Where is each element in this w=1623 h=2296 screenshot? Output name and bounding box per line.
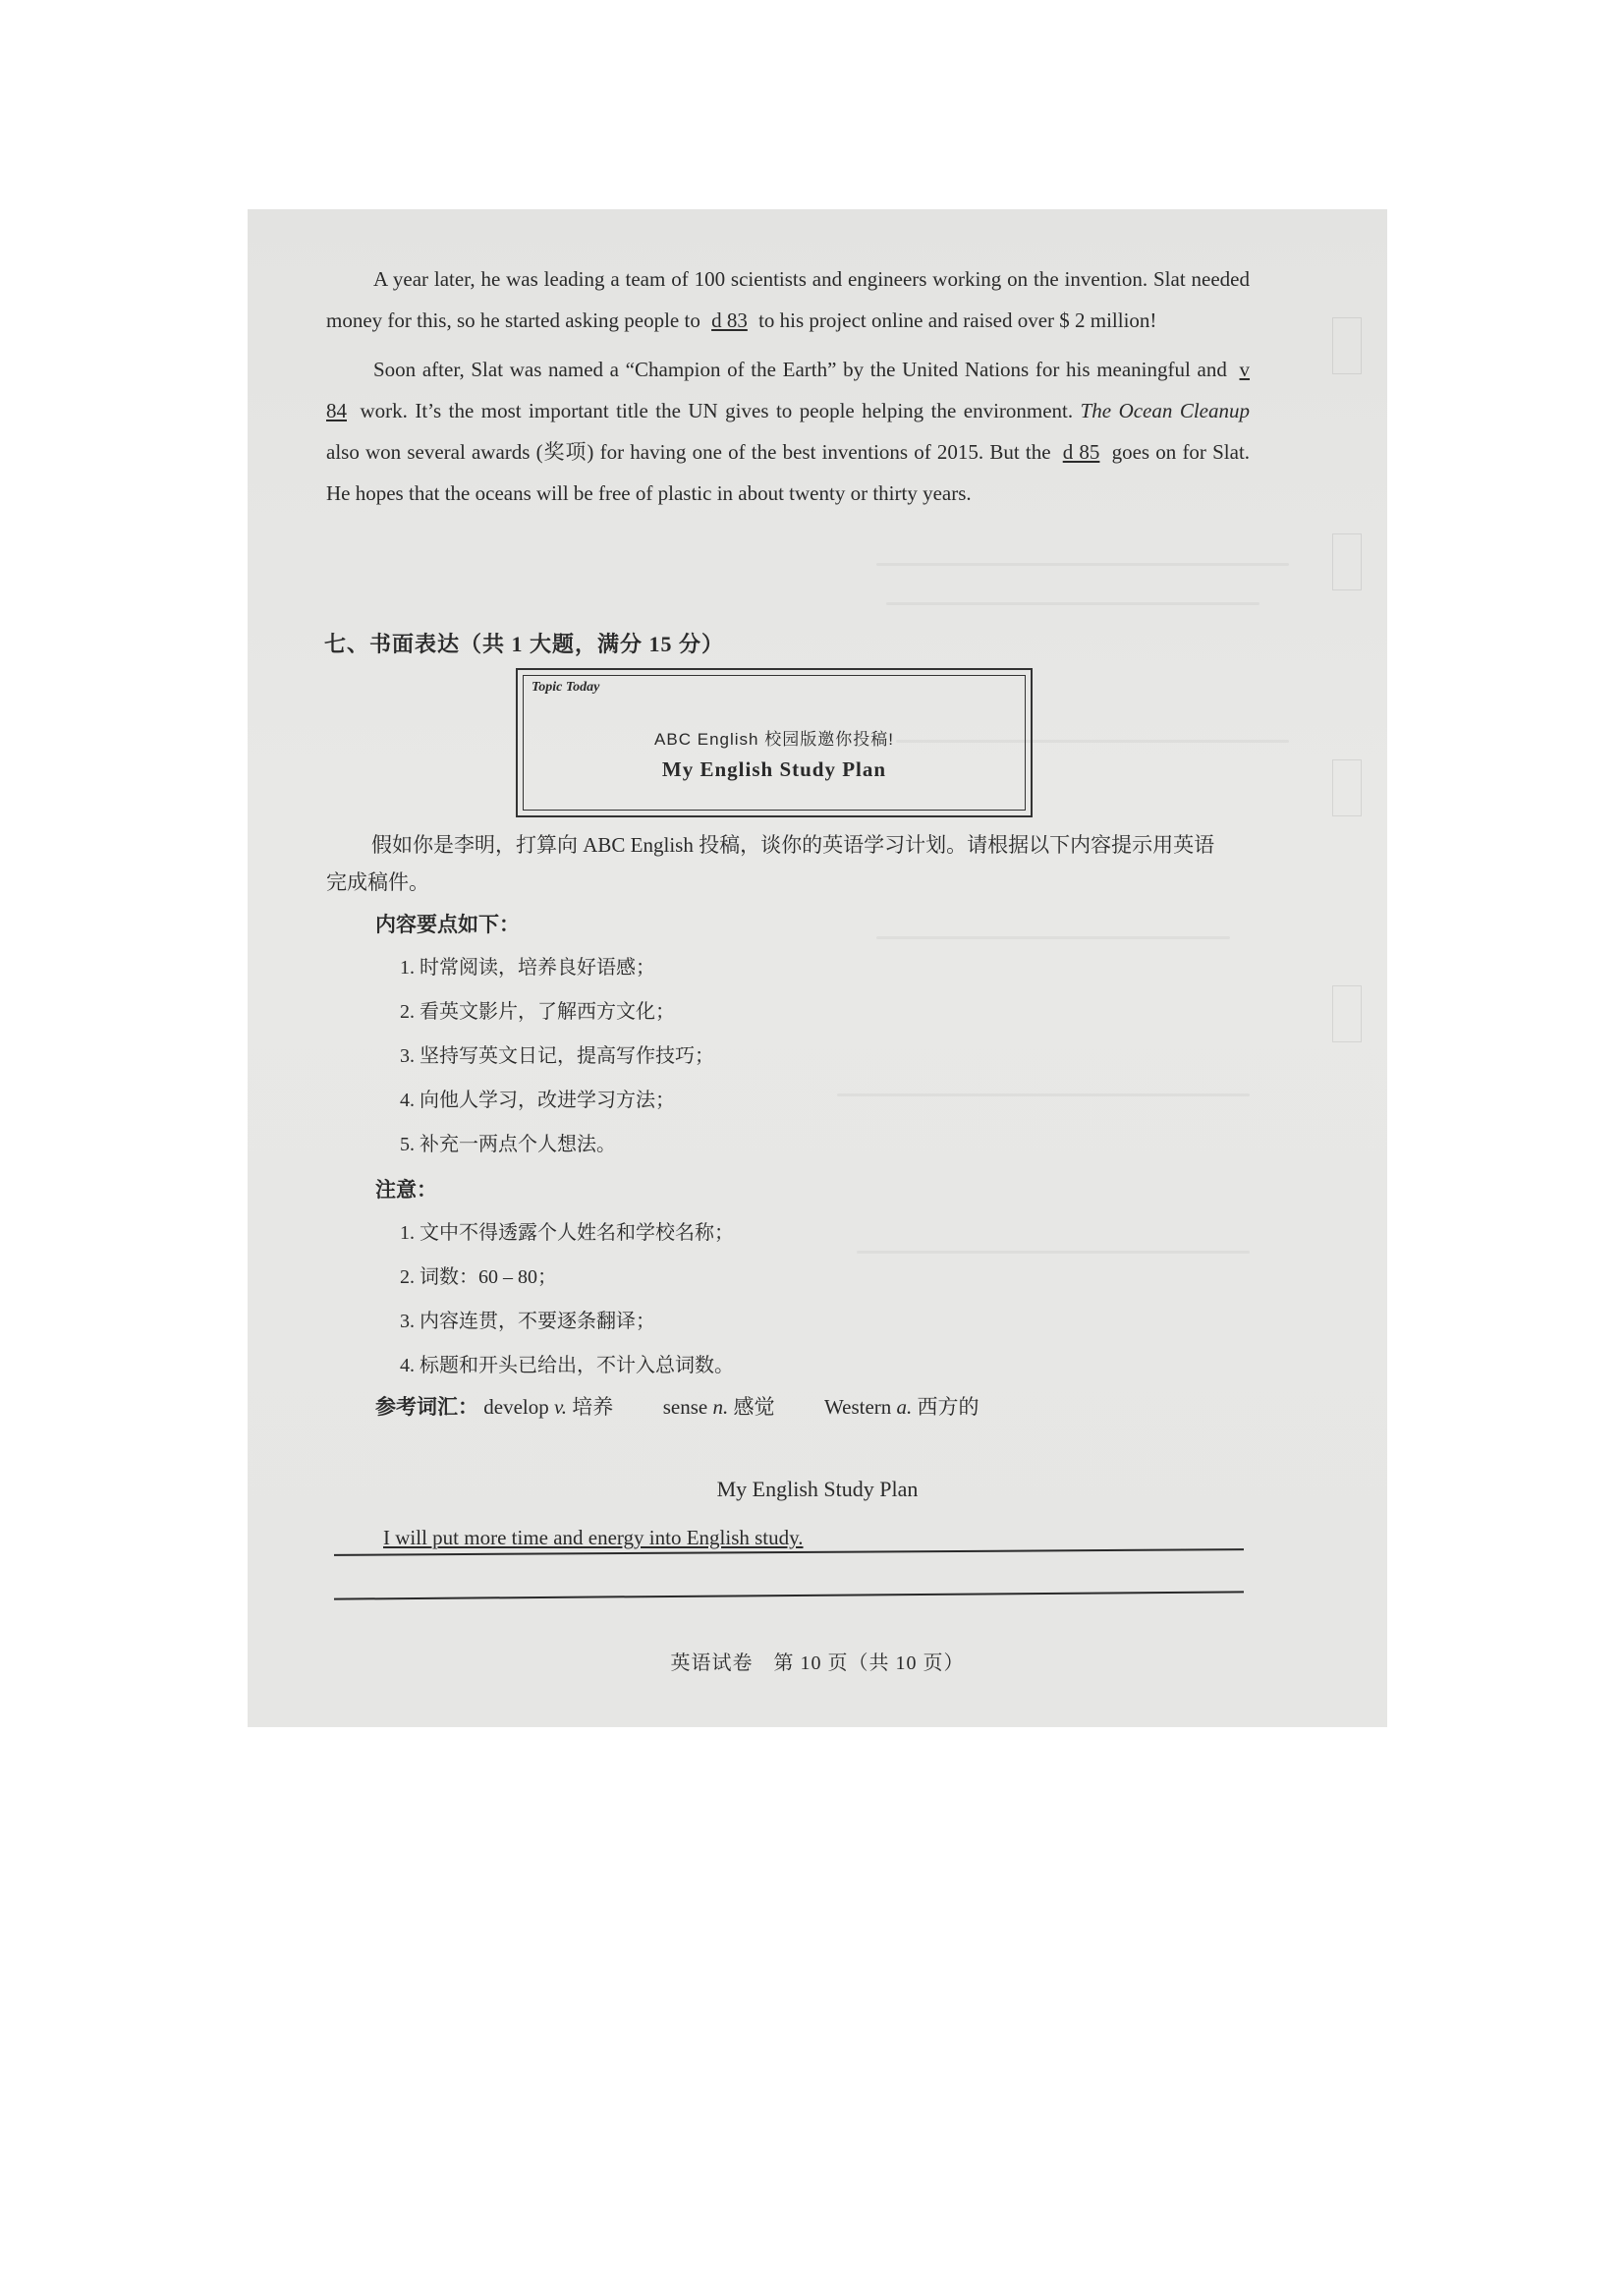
list-item: 1. 文中不得透露个人姓名和学校名称； [400,1222,734,1244]
topic-box [516,668,1033,817]
topic-title: My English Study Plan [661,757,887,781]
margin-box [1332,759,1362,816]
passage-paragraph-1 [326,258,1250,341]
essay-first-line: I will put more time and energy into English study. [383,1526,804,1549]
notes-list [400,1211,734,1388]
list-item: 2. 看英文影片，了解西方文化； [400,1001,675,1023]
passage-text: also won several awards (奖项) for having one of the best inventions of 2015. But the [326,440,1051,464]
topic-tag: Topic Today [532,680,600,695]
invention-name: The Ocean Cleanup [1080,399,1250,422]
exam-page-photo [248,209,1387,1727]
margin-box [1332,985,1362,1042]
margin-box [1332,533,1362,590]
answer-blank-84: v 84 [326,358,1251,422]
passage-text: to his project online and raised over $ 2 million! [758,308,1157,332]
reference-vocabulary [375,1391,979,1421]
passage-text: Soon after, Slat was named a “Champion of the Earth” by the United Nations for his meaningful and [373,358,1227,381]
writing-rule [334,1591,1244,1599]
passage-text: A year later, he was leading a team of 100 scientists and engineers working on the invention. Slat needed money for this, so he started asking people to [326,267,1250,332]
bleed-mark [876,936,1230,939]
list-item: 3. 坚持写英文日记，提高写作技巧； [400,1045,714,1067]
answer-blank-85: d 85 [1062,440,1100,464]
passage-paragraph-2 [326,349,1250,514]
vocab-meaning: 培养 [572,1395,614,1419]
list-item: 5. 补充一两点个人想法。 [400,1134,616,1155]
vocab-pos: a. [896,1395,913,1419]
answer-blank-83: d 83 [711,308,748,332]
points-heading: 内容要点如下： [375,913,520,936]
section-heading: 七、书面表达（共 1 大题，满分 15 分） [324,632,725,656]
bleed-mark [837,1093,1250,1096]
vocab-label: 参考词汇： [375,1395,478,1419]
vocab-word: sense [662,1395,708,1419]
vocab-meaning: 感觉 [733,1395,775,1419]
reading-passage [326,258,1250,514]
notes-heading: 注意： [375,1178,437,1202]
vocab-pos: v. [553,1395,567,1419]
writing-instructions: 假如你是李明，打算向 ABC English 投稿，谈你的英语学习计划。请根据以下内容提示用英语完成稿件。 [326,833,1215,894]
vocab-word: Western [824,1395,892,1419]
points-list [400,946,714,1167]
bleed-mark [876,563,1289,566]
passage-text: work. It’s the most important title the UN gives to people helping the environment. [360,399,1074,422]
vocab-meaning: 西方的 [917,1395,979,1419]
passage-text: goes on for Slat. He hopes that the oceans will be free of plastic in about twenty or thirty years. [326,440,1251,505]
essay-title: My English Study Plan [716,1477,919,1501]
list-item: 3. 内容连贯，不要逐条翻译； [400,1311,655,1332]
page-footer: 英语试卷 第 10 页（共 10 页） [670,1652,965,1674]
vocab-pos: n. [712,1395,729,1419]
list-item: 1. 时常阅读，培养良好语感； [400,957,655,979]
bleed-mark [886,602,1259,605]
list-item: 2. 词数：60 – 80； [400,1266,557,1288]
list-item: 4. 标题和开头已给出，不计入总词数。 [400,1355,734,1376]
bleed-mark [857,1251,1250,1254]
list-item: 4. 向他人学习，改进学习方法； [400,1090,675,1111]
margin-box [1332,317,1362,374]
vocab-word: develop [483,1395,549,1419]
topic-invitation: ABC English 校园版邀你投稿! [654,730,894,749]
